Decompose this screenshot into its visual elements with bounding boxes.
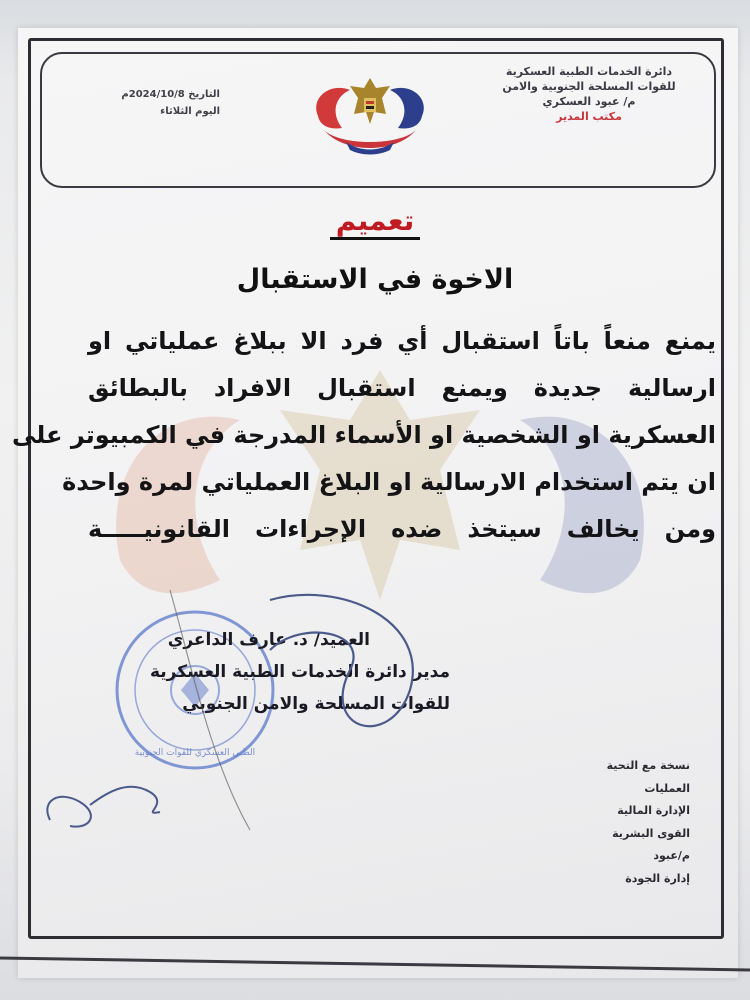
- date-field: التاريخ 2024/10/8م: [121, 89, 220, 100]
- body-line: يمنع منعاً باتاً استقبال أي فرد الا ببلاغ عملياتي او: [88, 327, 716, 355]
- logo-red-swoosh: [316, 88, 350, 129]
- eagle-emblem-logo: [300, 68, 440, 158]
- cc-item: إدارة الجودة: [625, 871, 690, 885]
- cc-distribution-list: [560, 755, 690, 890]
- eagle-icon: [350, 78, 390, 124]
- day-field: اليوم الثلاثاء: [160, 106, 220, 117]
- letterhead-org-block: [474, 64, 704, 124]
- cc-heading: نسخة مع التحية: [606, 759, 690, 772]
- body-line: ان يتم استخدام الارسالية او البلاغ العملياتي لمرة واحدة: [62, 468, 716, 496]
- org-hospital-line: م/ عبود العسكري: [542, 95, 636, 108]
- signatory-title: مدير دائرة الخدمات الطبية العسكرية: [149, 662, 450, 682]
- cc-item: الإدارة المالية: [617, 804, 690, 817]
- office-line: مكتب المدير: [556, 110, 622, 123]
- bottom-rule: [0, 930, 750, 1000]
- body-line: ومن يخالف سيتخذ ضده الإجراءات القانونيـــــة: [88, 515, 716, 543]
- logo-blue-swoosh: [390, 88, 424, 129]
- handwritten-signature: [20, 580, 440, 840]
- body-line: العسكرية او الشخصية او الأسماء المدرجة في الكمبيوتر على: [11, 421, 716, 449]
- org-name-line: دائرة الخدمات الطبية العسكرية: [505, 65, 673, 78]
- body-line: ارسالية جديدة ويمنع استقبال الافراد بالبطائق: [88, 374, 716, 402]
- org-forces-line: للقوات المسلحة الجنوبية والامن: [502, 80, 676, 93]
- cc-item: العمليات: [644, 781, 690, 795]
- document-title: تعميم: [0, 204, 750, 237]
- signatory-unit: للقوات المسلحة والامن الجنوبي: [182, 694, 450, 714]
- circular-body: [11, 318, 716, 553]
- letterhead-date-block: [70, 86, 220, 120]
- cc-item: م/عبود: [653, 849, 690, 862]
- logo-red-arc: [324, 130, 416, 148]
- signatory-name: العميد/ د. عارف الداعري: [167, 630, 370, 650]
- cc-item: القوى البشرية: [612, 826, 690, 840]
- stamp-label: الطبي العسكري للقوات الجنوبية: [134, 748, 256, 758]
- document-subtitle: الاخوة في الاستقبال: [236, 264, 514, 295]
